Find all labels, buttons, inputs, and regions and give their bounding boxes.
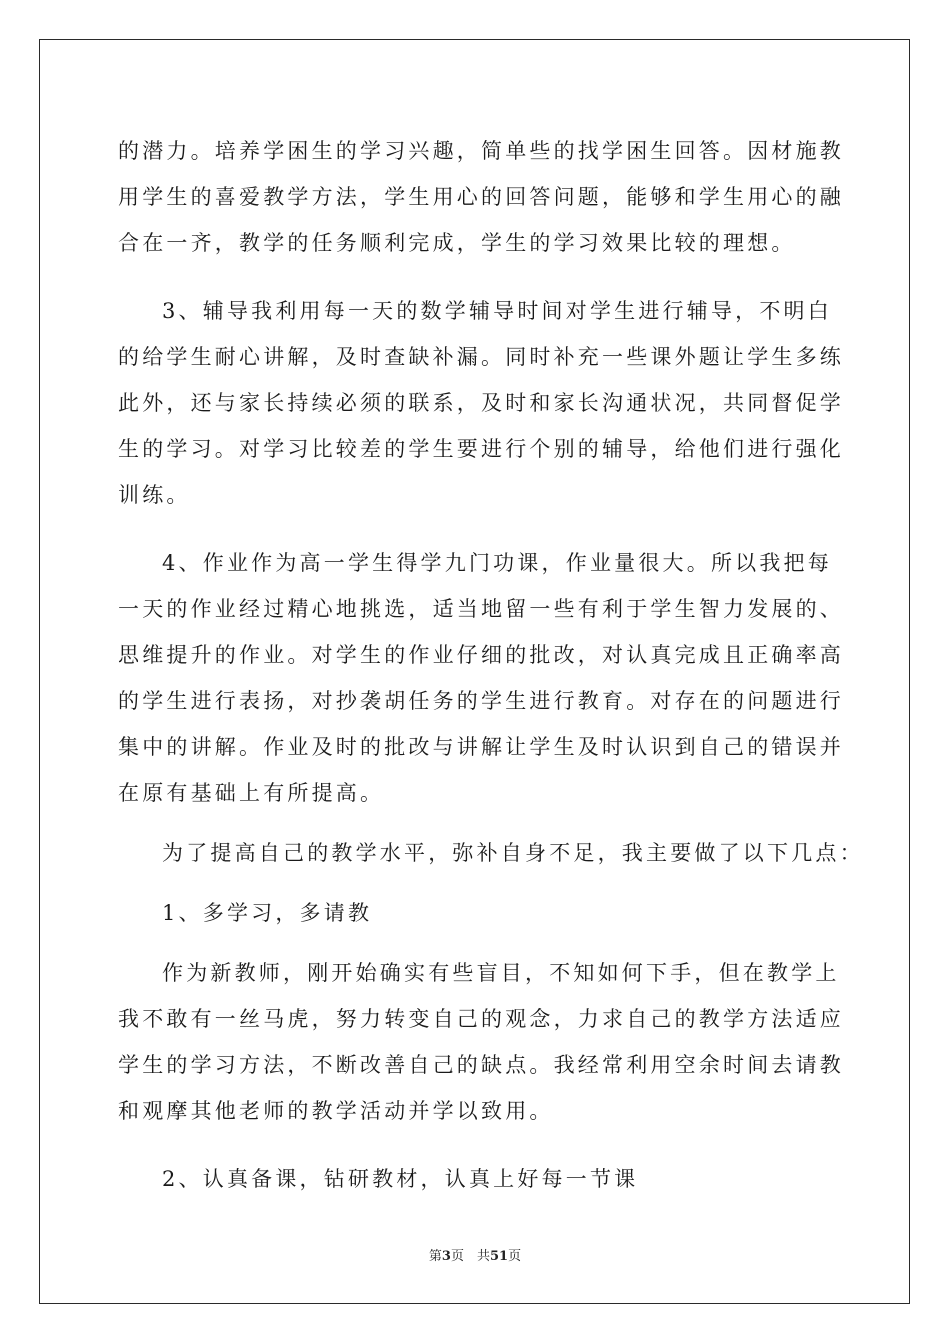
paragraph-line: 一天的作业经过精心地挑选，适当地留一些有利于学生智力发展的、: [118, 597, 844, 621]
paragraph-line: 和观摩其他老师的教学活动并学以致用。: [118, 1099, 554, 1123]
paragraph-line: 的学生进行表扬，对抄袭胡任务的学生进行教育。对存在的问题进行: [118, 689, 844, 713]
page-suffix: 页: [508, 1249, 522, 1264]
paragraph-line: 此外，还与家长持续必须的联系，及时和家长沟通状况，共同督促学: [118, 391, 844, 415]
paragraph-line: 学生的学习方法，不断改善自己的缺点。我经常利用空余时间去请教: [118, 1053, 844, 1077]
paragraph-line: 我不敢有一丝马虎，努力转变自己的观念，力求自己的教学方法适应: [118, 1007, 844, 1031]
paragraph-line: 为了提高自己的教学水平，弥补自身不足，我主要做了以下几点：: [162, 841, 864, 865]
paragraph-line: 生的学习。对学习比较差的学生要进行个别的辅导，给他们进行强化: [118, 437, 844, 461]
paragraph-line: 作为新教师，刚开始确实有些盲目，不知如何下手，但在教学上: [162, 961, 840, 985]
page-footer: [0, 1245, 950, 1264]
paragraph-line: 合在一齐，教学的任务顺利完成，学生的学习效果比较的理想。: [118, 231, 796, 255]
paragraph-line: 在原有基础上有所提高。: [118, 781, 385, 805]
section-heading: 2、认真备课，钻研教材，认真上好每一节课: [162, 1167, 639, 1191]
paragraph-line: 4、作业作为高一学生得学九门功课，作业量很大。所以我把每: [162, 551, 832, 575]
paragraph-line: 训练。: [118, 483, 191, 507]
page-mid: 页 共: [450, 1249, 490, 1264]
paragraph-line: 的潜力。培养学困生的学习兴趣，简单些的找学困生回答。因材施教: [118, 139, 844, 163]
paragraph-line: 3、辅导我利用每一天的数学辅导时间对学生进行辅导，不明白: [162, 299, 832, 323]
paragraph-line: 集中的讲解。作业及时的批改与讲解让学生及时认识到自己的错误并: [118, 735, 844, 759]
page-prefix: 第: [428, 1249, 442, 1264]
page-current: 3: [441, 1249, 451, 1264]
paragraph-line: 用学生的喜爱教学方法，学生用心的回答问题，能够和学生用心的融: [118, 185, 844, 209]
page-total: 51: [489, 1249, 509, 1264]
document-body: [118, 128, 864, 1202]
paragraph-line: 思维提升的作业。对学生的作业仔细的批改，对认真完成且正确率高: [118, 643, 844, 667]
paragraph-line: 的给学生耐心讲解，及时查缺补漏。同时补充一些课外题让学生多练: [118, 345, 844, 369]
section-heading: 1、多学习，多请教: [162, 901, 373, 925]
